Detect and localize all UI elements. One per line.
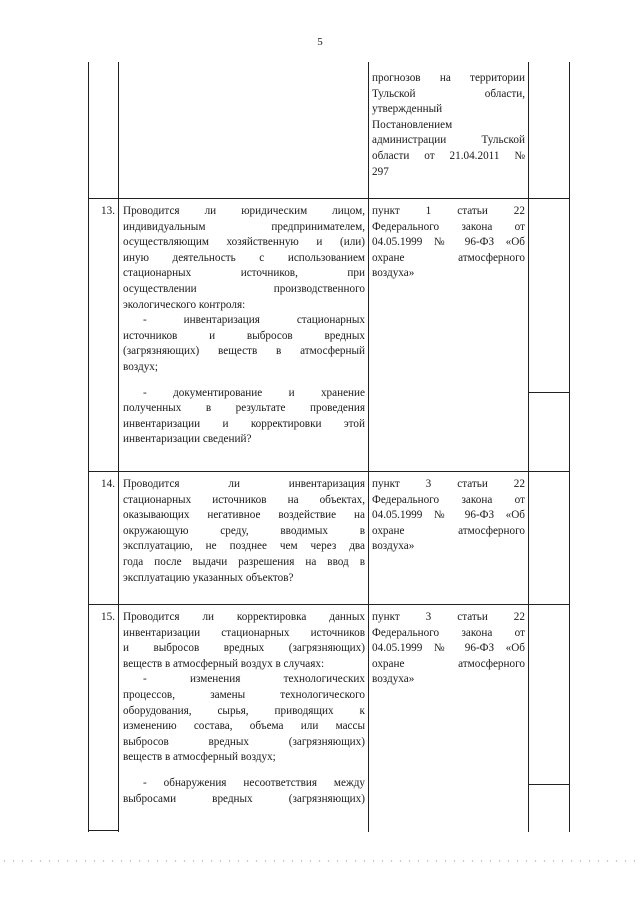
checklist-table	[88, 62, 570, 832]
basis-line: Федерального закона от	[372, 220, 525, 233]
basis-line: 04.05.1999 № 96-ФЗ «Об	[372, 509, 525, 522]
column-divider	[368, 62, 369, 832]
requirement-line: - обнаружения несоответствия между	[143, 776, 365, 789]
row-number: 15.	[101, 611, 115, 623]
column-divider	[118, 62, 119, 832]
basis-line: 04.05.1999 № 96-ФЗ «Об	[372, 642, 525, 655]
requirement-line: эксплуатацию указанных объектов?	[123, 571, 294, 584]
requirement-line: (загрязняющих) веществ в атмосферный	[123, 345, 365, 358]
row-divider	[528, 784, 570, 785]
basis-line: охране атмосферного	[372, 524, 525, 537]
basis-line: воздуха»	[372, 673, 415, 686]
requirement-line: инвентаризации и корректировки этой	[123, 417, 365, 430]
page-number: 5	[317, 36, 323, 48]
basis-line: 297	[372, 165, 389, 178]
requirement-line: - инвентаризация стационарных	[143, 314, 365, 327]
basis-line: пункт 3 статьи 22	[372, 611, 525, 623]
basis-line: воздуха»	[372, 540, 415, 553]
row-divider	[88, 830, 118, 831]
basis-line: охране атмосферного	[372, 657, 525, 670]
legal-basis-cell	[372, 610, 525, 688]
basis-line: пункт 1 статьи 22	[372, 205, 525, 217]
requirement-line: экологического контроля:	[123, 298, 246, 311]
legal-basis-cell	[372, 477, 525, 555]
requirement-line: и выбросов вредных (загрязняющих)	[123, 642, 365, 655]
requirement-line: стационарных источников, при	[123, 267, 365, 280]
requirement-line: веществ в атмосферный воздух;	[123, 751, 276, 764]
basis-line: 04.05.1999 № 96-ФЗ «Об	[372, 236, 525, 249]
requirement-line: окружающую среду, вводимых в	[123, 524, 365, 537]
row-divider	[88, 604, 570, 605]
basis-line: утвержденный	[372, 103, 443, 116]
requirement-line: эксплуатацию, не позднее чем через два	[123, 540, 365, 553]
row-divider	[88, 471, 570, 472]
requirement-line: иную деятельность с использованием	[123, 251, 365, 264]
requirement-line: Проводится ли юридическим лицом,	[123, 205, 365, 217]
requirement-line: стационарных источников на объектах,	[123, 493, 365, 506]
scan-artifact	[0, 858, 640, 864]
basis-line: охране атмосферного	[372, 251, 525, 264]
row-number: 13.	[101, 205, 115, 217]
row-divider	[88, 198, 570, 199]
legal-basis-cell	[372, 204, 525, 282]
table-border-left	[88, 62, 89, 832]
basis-line: Постановлением	[372, 118, 453, 131]
requirement-line: инвентаризации сведений?	[123, 433, 252, 446]
requirement-line: источников и выбросов вредных	[123, 329, 365, 342]
requirement-line: изменению состава, объема или массы	[123, 720, 365, 733]
requirement-line: веществ в атмосферный воздух в случаях:	[123, 657, 325, 670]
requirement-cell	[123, 204, 365, 448]
basis-line: Федерального закона от	[372, 493, 525, 506]
row-number: 14.	[101, 478, 115, 490]
requirement-line: - документирование и хранение	[143, 386, 365, 399]
requirement-line: Проводится ли корректировка данных	[123, 611, 365, 623]
row-divider	[528, 392, 570, 393]
requirement-cell	[123, 477, 365, 586]
basis-line: Тульской области,	[372, 87, 525, 100]
requirement-line: оказывающих негативное воздействие на	[123, 509, 365, 522]
basis-line: области от 21.04.2011 №	[372, 149, 525, 162]
column-divider	[528, 62, 529, 832]
requirement-line: полученных в результате проведения	[123, 402, 365, 415]
requirement-line: индивидуальным предпринимателем,	[123, 220, 365, 233]
requirement-line: инвентаризации стационарных источников	[123, 626, 365, 639]
requirement-line: осуществляющим хозяйственную и (или)	[123, 236, 365, 249]
requirement-line: оборудования, сырья, приводящих к	[123, 704, 365, 717]
continuation-basis-cell	[372, 71, 525, 180]
requirement-line: воздух;	[123, 360, 159, 373]
table-border-right	[569, 62, 570, 832]
basis-line: воздуха»	[372, 267, 415, 280]
requirement-line: года после выдачи разрешения на ввод в	[123, 555, 365, 568]
requirement-line: осуществлении производственного	[123, 282, 365, 295]
basis-line: администрации Тульской	[372, 134, 525, 147]
requirement-line: выбросов вредных (загрязняющих)	[123, 735, 365, 748]
requirement-line: - изменения технологических	[143, 673, 365, 686]
requirement-line: выбросами вредных (загрязняющих)	[123, 792, 365, 805]
basis-line: прогнозов на территории	[372, 72, 525, 84]
requirement-line: процессов, замены технологического	[123, 688, 365, 701]
basis-line: пункт 3 статьи 22	[372, 478, 525, 490]
requirement-cell	[123, 610, 365, 807]
basis-line: Федерального закона от	[372, 626, 525, 639]
requirement-line: Проводится ли инвентаризация	[123, 478, 365, 490]
